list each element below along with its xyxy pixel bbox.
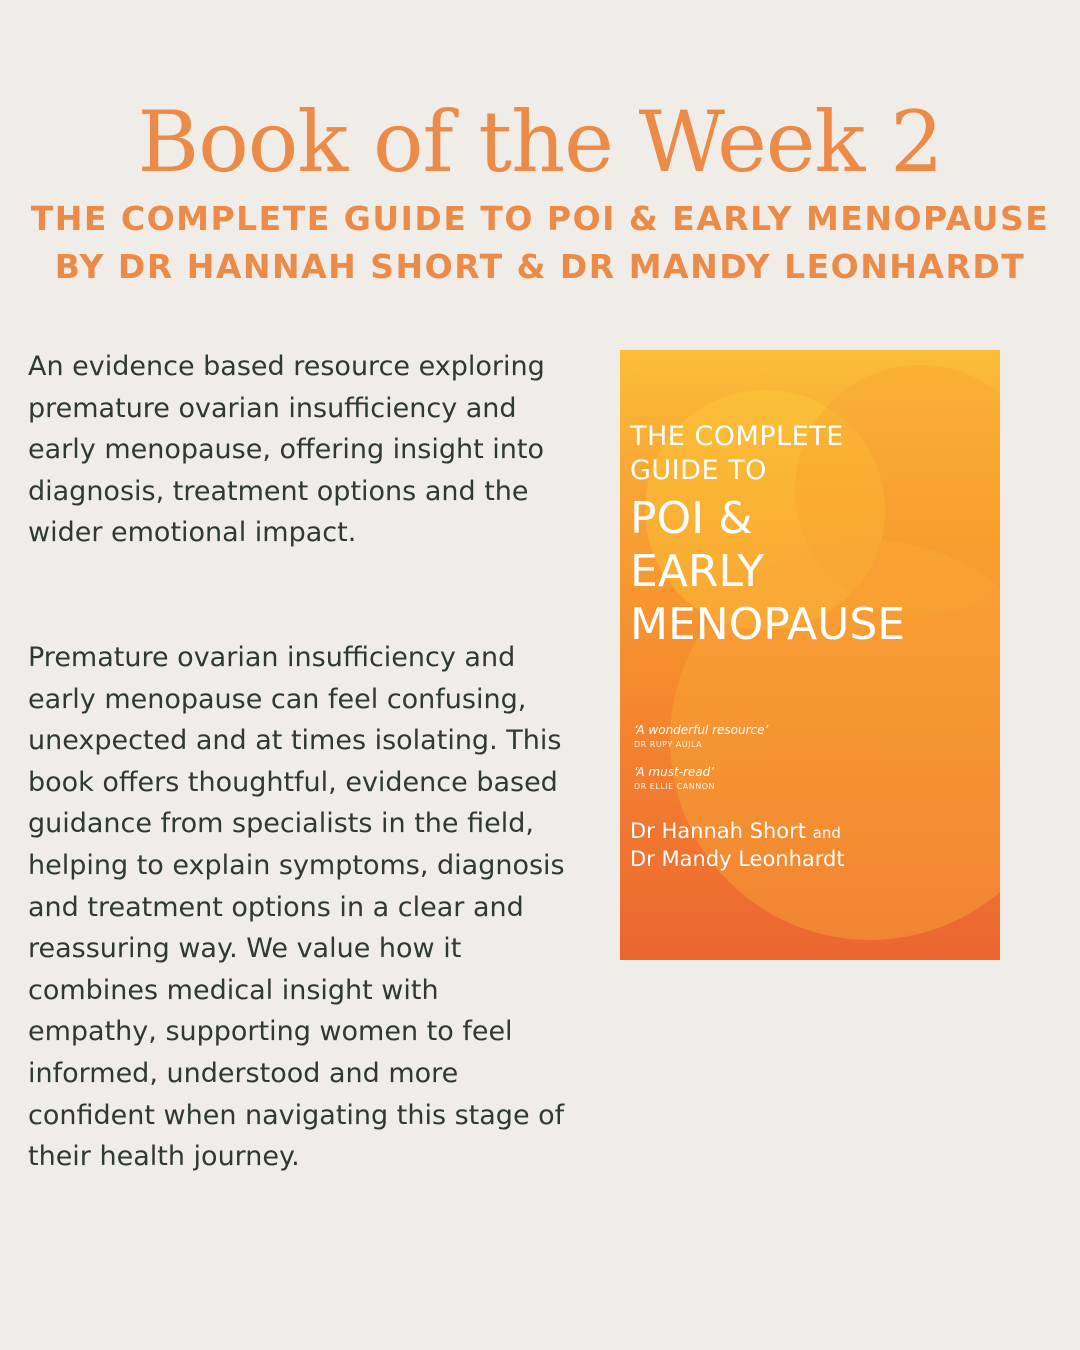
cover-author-2: Dr Mandy Leonhardt (630, 847, 845, 871)
description-paragraph-2: Premature ovarian insufficiency and early menopause can feel confusing, unexpected and at times isolating. This book offers thoughtful, evidence based guidance from specialists in the field, helping to explain symptoms, diagnosis and treatment options in a clear and reassuring way. We value how it combines medical insight with empathy, supporting women to feel informed, understood and more confident when navigating this stage of their health journey. (28, 642, 565, 1173)
book-author-heading: BY DR HANNAH SHORT & DR MANDY LEONHARDT (54, 247, 1026, 286)
cover-title-large (630, 492, 905, 651)
cover-authors (630, 818, 845, 872)
cover-title-line: THE COMPLETE (630, 421, 844, 452)
cover-quote: ‘A wonderful resource’ (634, 723, 769, 737)
cover-and: and (812, 824, 841, 842)
page-title: Book of the Week 2 (137, 93, 943, 191)
cover-title-line: EARLY (630, 546, 765, 597)
cover-quote-author: DR ELLIE CANNON (634, 782, 715, 791)
cover-title-line: GUIDE TO (630, 455, 767, 486)
description-paragraph-1: An evidence based resource exploring premature ovarian insufficiency and early menopause, offering insight into diagnosis, treatment options and the wider emotional impact. (28, 351, 545, 549)
cover-title-line: MENOPAUSE (630, 599, 906, 650)
book-title-heading: THE COMPLETE GUIDE TO POI & EARLY MENOPAUSE (30, 199, 1050, 238)
cover-title-small (630, 420, 844, 488)
cover-title-line: POI & (630, 493, 753, 544)
cover-quote: ‘A must-read’ (634, 765, 715, 779)
cover-author-1: Dr Hannah Short (630, 819, 806, 843)
cover-quote-author: DR RUPY AUJLA (634, 740, 703, 749)
book-cover (620, 350, 1000, 960)
